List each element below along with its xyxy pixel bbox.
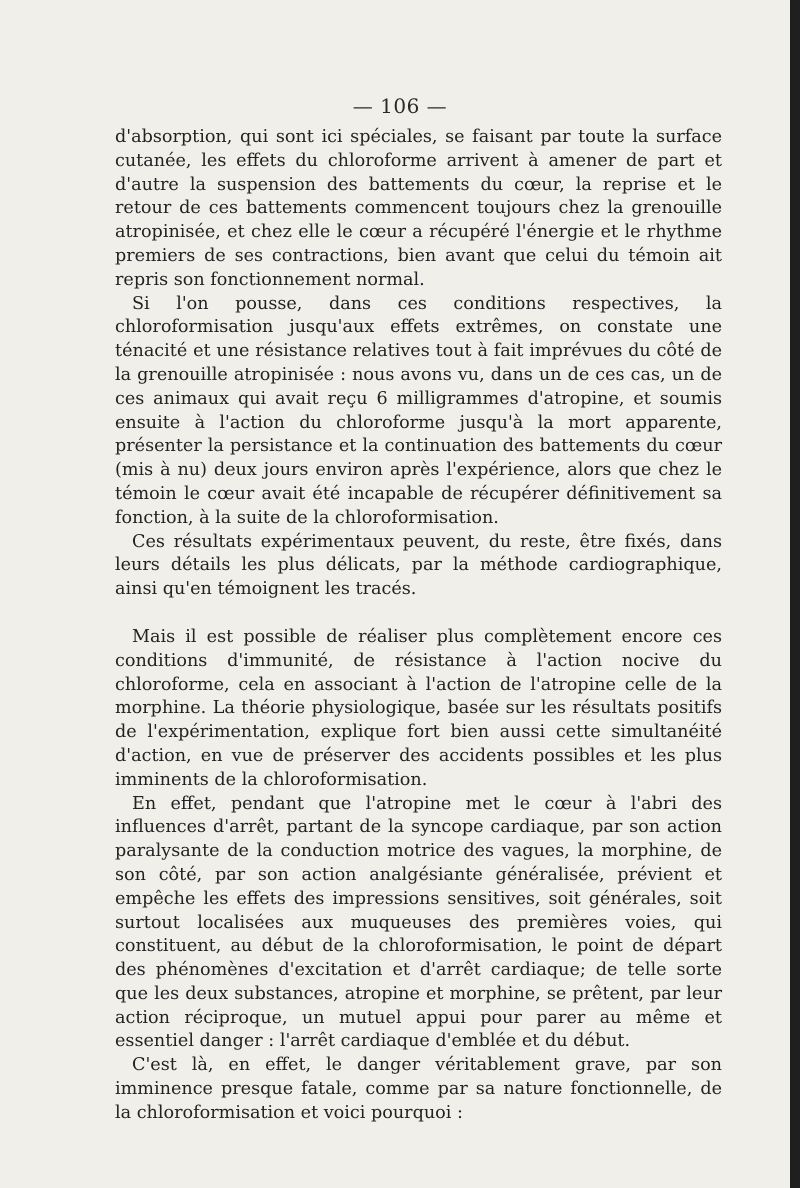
paragraph: d'absorption, qui sont ici spéciales, se faisant par toute la surface cutanée, les effets du chloroforme arrivent à amener de part et d'autre la suspension des battements du cœur, la reprise et le retour de ces battements commencent toujours chez la grenouille atropinisée, et chez elle le cœur a récupéré l'énergie et le rhythme premiers de ses contractions, bien avant que celui du témoin ait repris son fonctionnement normal. [115,127,722,290]
paragraph: En effet, pendant que l'atropine met le cœur à l'abri des influences d'arrêt, partant de la syncope cardiaque, par son action paralysante de la conduction motrice des vagues, la morphine, de son côté, par son action analgésiante généralisée, prévient et empêche les effets des impressions sensitives, soit générales, soit surtout localisées aux muqueuses des premières voies, qui constituent, au début de la chloroformisation, le point de départ des phénomènes d'excitation et d'arrêt cardiaque; de telle sorte que les deux substances, atropine et morphine, se prêtent, par leur action réciproque, un mutuel appui pour parer au même et essentiel danger : l'arrêt cardiaque d'emblée et du début. [115,793,722,1052]
paragraph: Si l'on pousse, dans ces conditions respectives, la chloroformisation jusqu'aux effets extrêmes, on constate une ténacité et une résistance relatives tout à fait imprévues du côté de la grenouille atropinisée : nous avons vu, dans un de ces cas, un de ces animaux qui avait reçu 6 milligrammes d'atropine, et soumis ensuite à l'action du chloroforme jusqu'à la mort apparente, présenter la persistance et la continuation des battements du cœur (mis à nu) deux jours environ après l'expérience, alors que chez le témoin le cœur avait été incapable de récupérer définitivement sa fonction, à la suite de la chloroformisation. [115,293,722,528]
page-edge-shadow [790,0,800,1188]
paragraph: Mais il est possible de réaliser plus complètement encore ces conditions d'immunité, de résistance à l'action nocive du chloroforme, cela en associant à l'action de l'atropine celle de la morphine. La théorie physiologique, basée sur les résultats positifs de l'expérimentation, explique fort bien aussi cette simultanéité d'action, en vue de préserver des accidents possibles et les plus imminents de la chloroformisation. [115,626,722,790]
body-text [115,126,722,1126]
paragraph: Ces résultats expérimentaux peuvent, du reste, être fixés, dans leurs détails les plus délicats, par la méthode cardiographique, ainsi qu'en témoignent les tracés. [115,531,722,600]
paragraph: C'est là, en effet, le danger véritablement grave, par son imminence presque fatale, comme par sa nature fonctionnelle, de la chloroformisation et voici pourquoi : [115,1055,722,1123]
page-number: — 106 — [352,94,448,118]
